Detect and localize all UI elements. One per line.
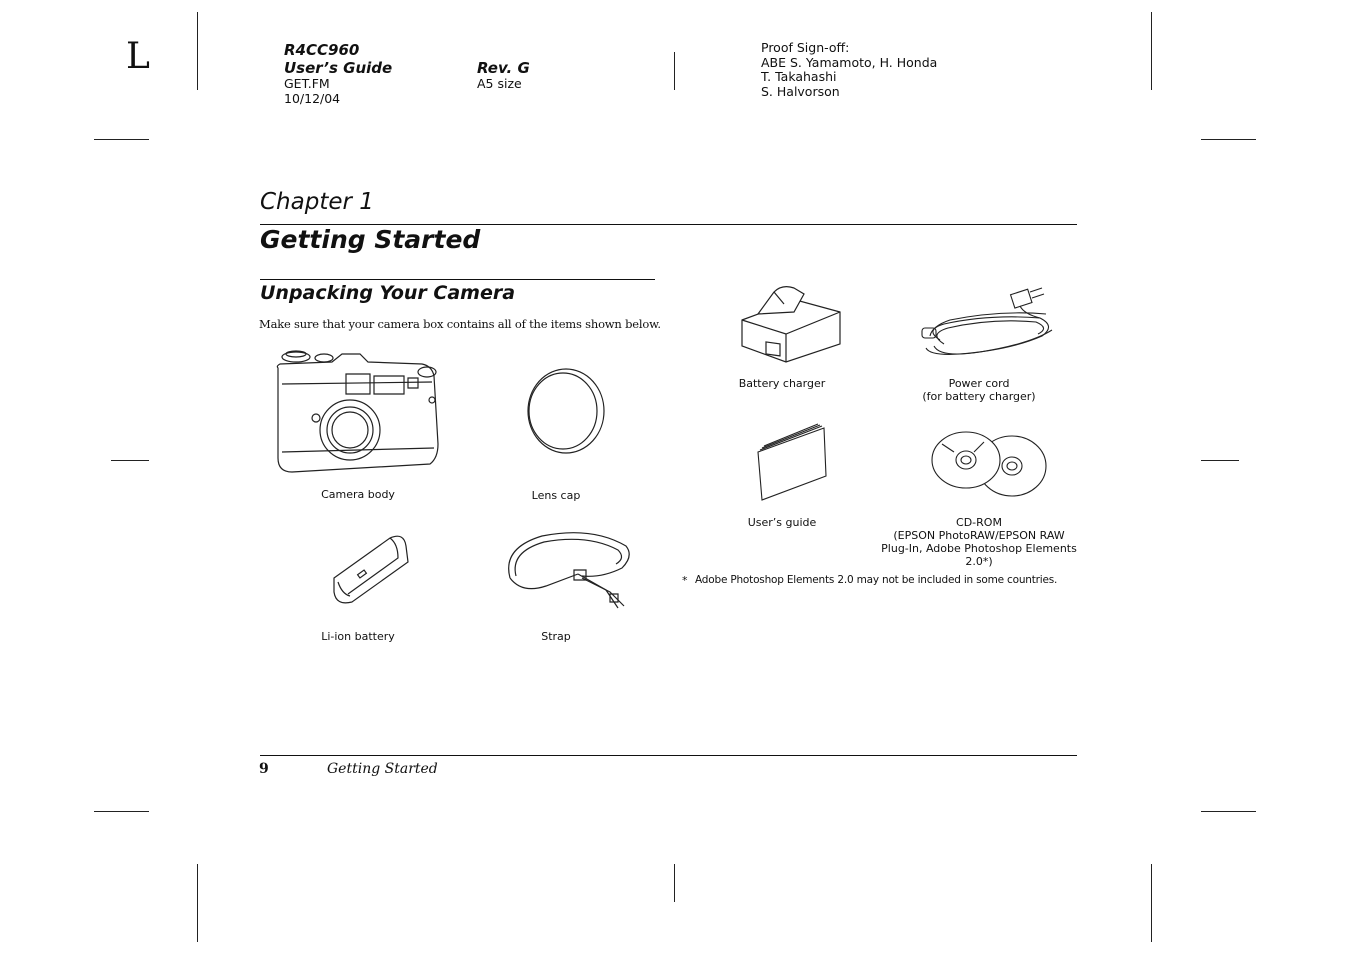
proof-label: Proof Sign-off: [761,40,850,55]
lens-cap-caption: Lens cap [531,489,581,502]
users-guide-caption: User’s guide [747,516,817,529]
section-title: Unpacking Your Camera [260,282,516,304]
crop-mark [1151,864,1152,942]
battery-illustration [328,534,410,606]
page-number: 9 [259,761,269,777]
chapter-label: Chapter 1 [260,189,374,215]
camera-body-caption: Camera body [321,488,395,501]
proof-name: ABE S. Yamamoto, H. Honda [761,54,938,70]
crop-mark [197,864,198,942]
file-name: GET.FM [284,76,330,91]
cd-rom-caption-line: 2.0*) [965,555,993,568]
crop-mark [1201,460,1239,461]
side-mark: L [126,36,150,77]
battery-charger-caption: Battery charger [738,377,826,390]
power-cord-caption [899,377,1059,403]
crop-mark [94,811,149,812]
page-size: A5 size [477,76,522,91]
crop-mark [94,139,149,140]
lens-cap-illustration [526,368,608,454]
cd-rom-caption-line: Plug-In, Adobe Photoshop Elements [881,542,1077,555]
strap-caption: Strap [541,630,571,643]
doc-date: 10/12/04 [284,90,341,106]
header-left-block [284,41,464,106]
section-rule [260,279,655,280]
crop-mark [674,52,675,90]
cd-rom-illustration [930,430,1050,500]
camera-body-illustration [272,348,442,476]
chapter-title: Getting Started [260,225,481,254]
footer-rule [260,755,1077,756]
revision: Rev. G [477,59,530,77]
power-cord-caption-line: Power cord [948,377,1010,390]
proof-name: T. Takahashi [761,69,837,84]
section-intro: Make sure that your camera box contains all of the items shown below. [259,317,661,331]
power-cord-illustration [920,286,1058,362]
users-guide-illustration [756,426,828,502]
crop-mark [1151,12,1152,90]
header-middle-block [477,59,627,92]
cd-rom-caption-line: (EPSON PhotoRAW/EPSON RAW [893,529,1065,542]
crop-mark [111,460,149,461]
cd-rom-caption [879,516,1079,568]
strap-illustration [502,528,632,612]
power-cord-caption-line: (for battery charger) [922,390,1036,403]
product-code: R4CC960 [284,41,360,59]
crop-mark [1201,139,1256,140]
crop-mark [674,864,675,902]
footnote-text: Adobe Photoshop Elements 2.0 may not be included in some countries. [695,574,1058,586]
battery-charger-illustration [738,284,844,364]
proof-name: S. Halvorson [761,83,840,99]
running-title: Getting Started [327,761,438,777]
crop-mark [1201,811,1256,812]
battery-caption: Li-ion battery [321,630,395,643]
cd-rom-caption-line: CD-ROM [956,516,1002,529]
footnote-marker: * [682,574,688,587]
proof-signoff [761,41,1021,99]
doc-title: User’s Guide [284,59,393,77]
crop-mark [197,12,198,90]
